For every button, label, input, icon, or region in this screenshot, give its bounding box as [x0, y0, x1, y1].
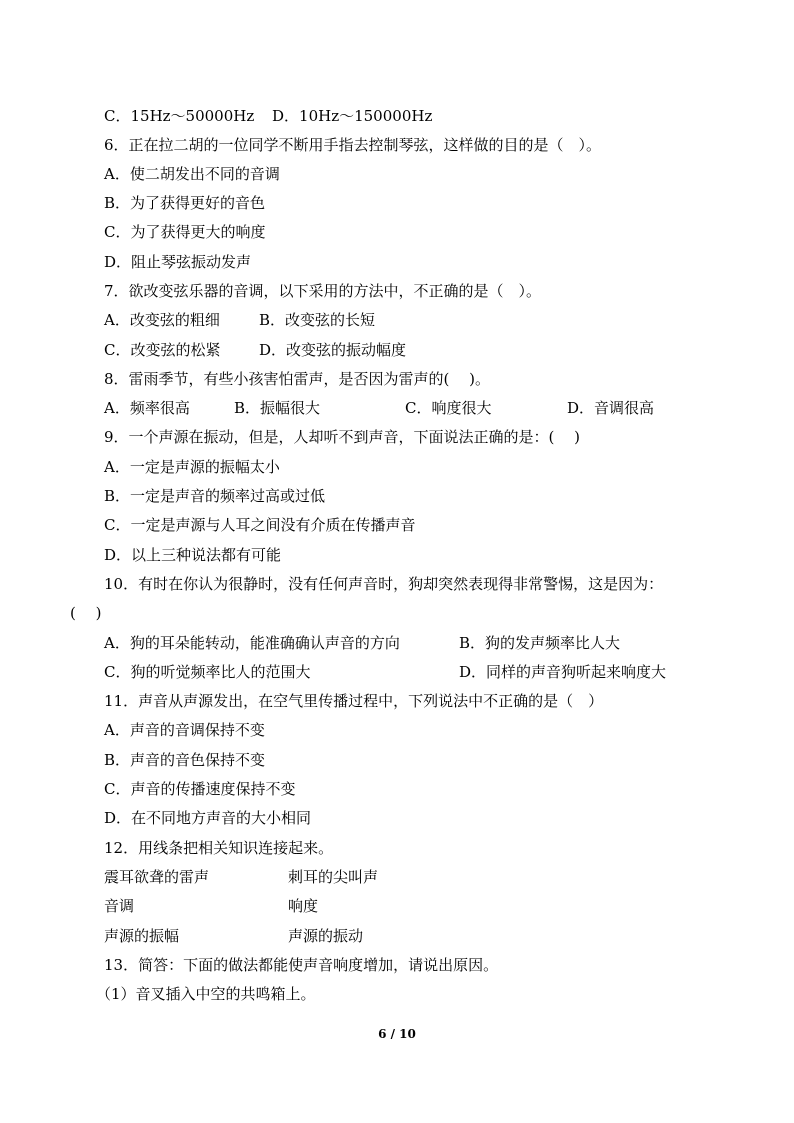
q12-stem: 12．用线条把相关知识连接起来。: [104, 839, 334, 857]
q6-stem: 6．正在拉二胡的一位同学不断用手指去控制琴弦，这样做的目的是（ ）。: [104, 136, 602, 154]
q5-option-d: D．10Hz～150000Hz: [272, 107, 433, 125]
q6-option-c: C．为了获得更大的响度: [104, 223, 266, 241]
q10-option-d: D．同样的声音狗听起来响度大: [459, 663, 667, 681]
q8-option-d: D．音调很高: [567, 399, 655, 417]
q11-option-b: B．声音的音色保持不变: [104, 751, 266, 769]
q12-right-item-1: 刺耳的尖叫声: [288, 868, 379, 886]
q8-option-c: C．响度很大: [405, 399, 492, 417]
page-number: 6 / 10: [378, 1027, 416, 1041]
q5-option-c: C．15Hz～50000Hz: [104, 107, 255, 125]
q12-left-item-2: 音调: [104, 897, 135, 915]
q8-stem: 8．雷雨季节，有些小孩害怕雷声，是否因为雷声的( )。: [104, 370, 491, 388]
q11-option-a: A．声音的音调保持不变: [104, 721, 265, 739]
q6-option-b: B．为了获得更好的音色: [104, 194, 266, 212]
q10-stem: 10．有时在你认为很静时，没有任何声音时，狗却突然表现得非常警惕，这是因为：: [104, 575, 664, 593]
q9-option-a: A．一定是声源的振幅太小: [104, 458, 280, 476]
q7-option-d: D．改变弦的振动幅度: [259, 341, 407, 359]
q10-stem-cont: ( ): [70, 604, 102, 622]
q7-option-a: A．改变弦的粗细: [104, 311, 220, 329]
q9-option-d: D．以上三种说法都有可能: [104, 546, 282, 564]
q12-left-item-3: 声源的振幅: [104, 927, 180, 945]
q9-option-b: B．一定是声音的频率过高或过低: [104, 487, 326, 505]
q6-option-a: A．使二胡发出不同的音调: [104, 165, 280, 183]
q12-left-item-1: 震耳欲聋的雷声: [104, 868, 210, 886]
q10-option-a: A．狗的耳朵能转动，能准确确认声音的方向: [104, 634, 400, 652]
q12-right-item-3: 声源的振动: [288, 927, 364, 945]
q7-option-b: B．改变弦的长短: [259, 311, 376, 329]
q6-option-d: D．阻止琴弦振动发声: [104, 253, 252, 271]
q8-option-a: A．频率很高: [104, 399, 190, 417]
q13-stem: 13．简答：下面的做法都能使声音响度增加，请说出原因。: [104, 956, 499, 974]
q9-stem: 9．一个声源在振动，但是，人却听不到声音，下面说法正确的是：( ): [104, 428, 581, 446]
q11-option-c: C．声音的传播速度保持不变: [104, 780, 296, 798]
q10-option-b: B．狗的发声频率比人大: [459, 634, 621, 652]
q10-option-c: C．狗的听觉频率比人的范围大: [104, 663, 311, 681]
q12-right-item-2: 响度: [288, 897, 319, 915]
q11-stem: 11．声音从声源发出，在空气里传播过程中，下列说法中不正确的是（ ）: [104, 692, 604, 710]
q11-option-d: D．在不同地方声音的大小相同: [104, 809, 312, 827]
q13-part-1: （1）音叉插入中空的共鸣箱上。: [96, 985, 316, 1003]
q7-stem: 7．欲改变弦乐器的音调，以下采用的方法中，不正确的是（ ）。: [104, 282, 542, 300]
q7-option-c: C．改变弦的松紧: [104, 341, 221, 359]
q9-option-c: C．一定是声源与人耳之间没有介质在传播声音: [104, 516, 416, 534]
q8-option-b: B．振幅很大: [234, 399, 321, 417]
